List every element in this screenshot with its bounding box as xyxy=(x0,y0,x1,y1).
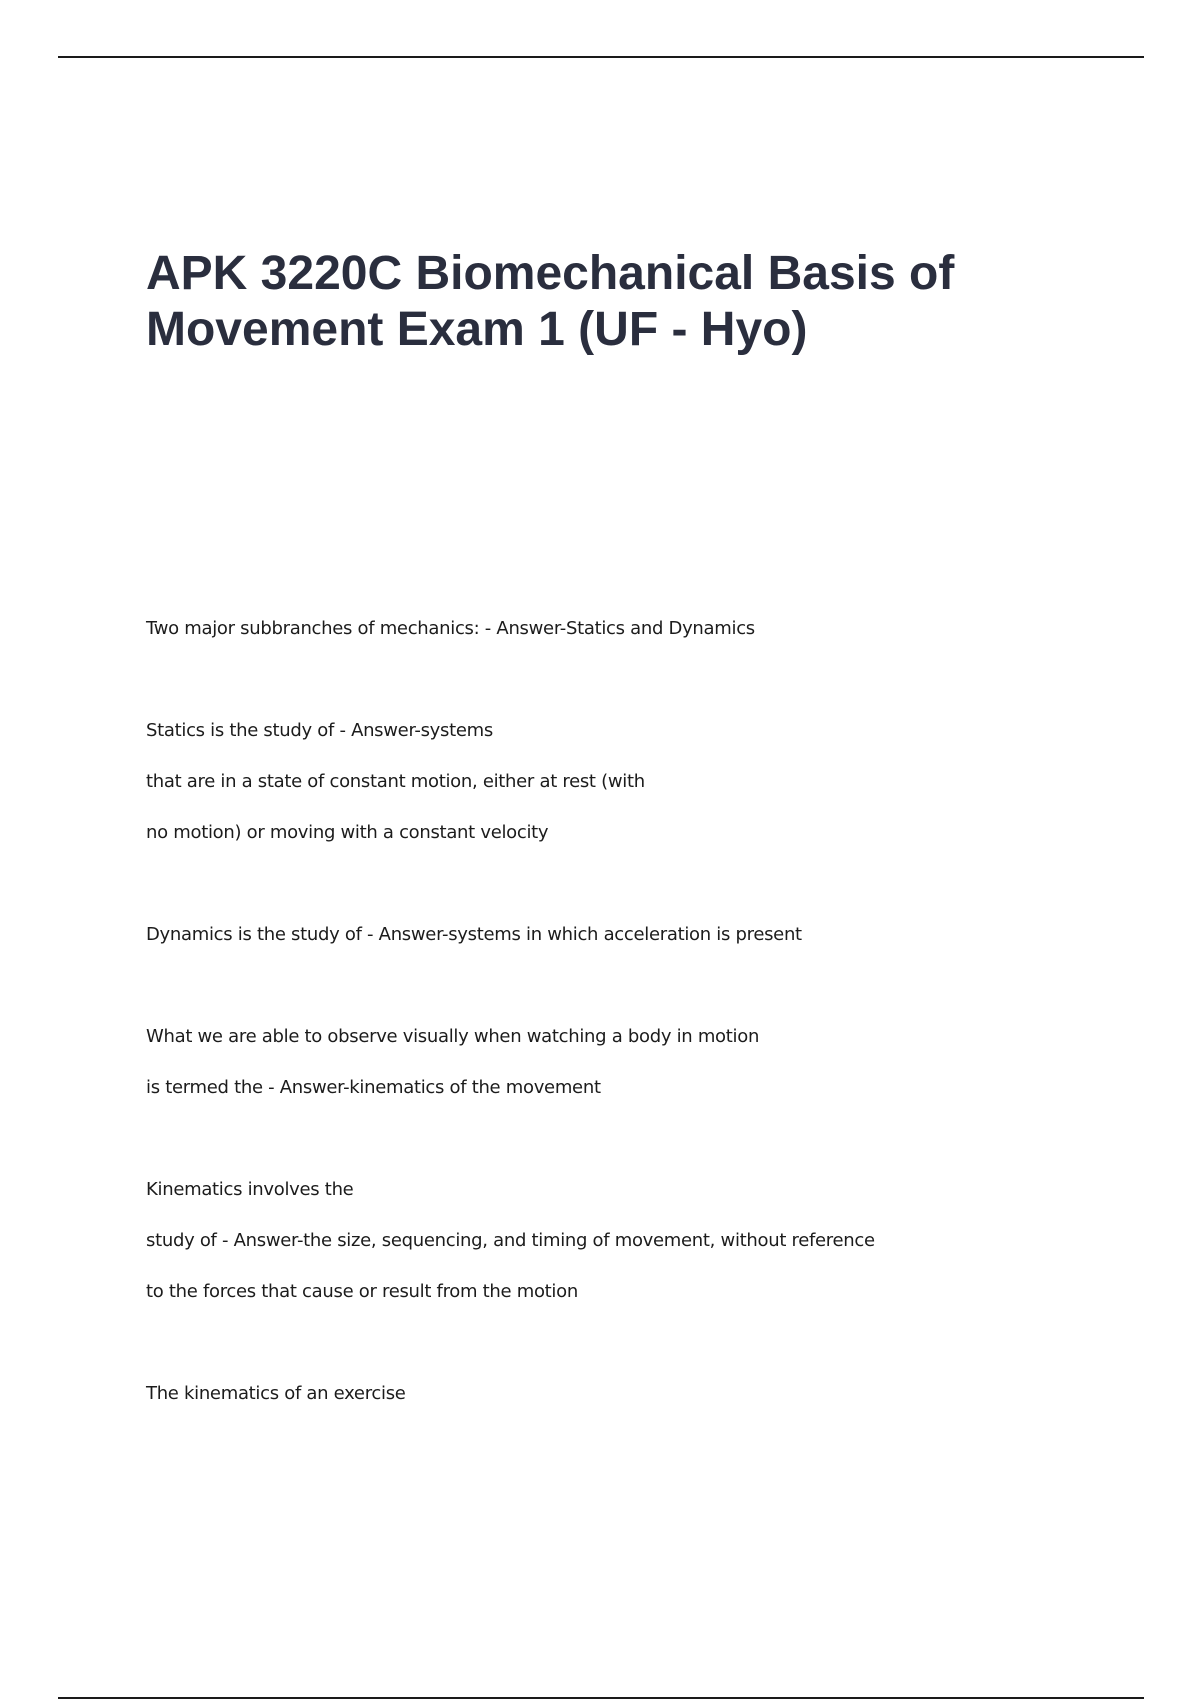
qa-line: Kinematics involves the xyxy=(146,1179,354,1200)
qa-line: that are in a state of constant motion, either at rest (with xyxy=(146,771,645,792)
qa-item xyxy=(146,920,1106,971)
bottom-divider xyxy=(58,1697,1144,1699)
qa-content xyxy=(146,614,1106,1481)
title-line: APK 3220C Biomechanical Basis of xyxy=(146,247,955,300)
qa-line: is termed the - Answer-kinematics of the movement xyxy=(146,1077,601,1098)
qa-line: no motion) or moving with a constant velocity xyxy=(146,822,549,843)
qa-item xyxy=(146,1022,1106,1124)
qa-item xyxy=(146,1379,1106,1430)
qa-item xyxy=(146,614,1106,665)
qa-line: What we are able to observe visually when watching a body in motion xyxy=(146,1026,760,1047)
document-title xyxy=(146,246,1106,358)
qa-line: Dynamics is the study of - Answer-systems in which acceleration is present xyxy=(146,924,802,945)
top-divider xyxy=(58,56,1144,58)
qa-line: Statics is the study of - Answer-systems xyxy=(146,720,493,741)
title-line: Movement Exam 1 (UF - Hyo) xyxy=(146,303,808,356)
qa-line: The kinematics of an exercise xyxy=(146,1383,406,1404)
qa-line: to the forces that cause or result from the motion xyxy=(146,1281,578,1302)
qa-item xyxy=(146,716,1106,869)
qa-line: Two major subbranches of mechanics: - Answer-Statics and Dynamics xyxy=(146,618,755,639)
qa-item xyxy=(146,1175,1106,1328)
qa-line: study of - Answer-the size, sequencing, and timing of movement, without reference xyxy=(146,1230,875,1251)
